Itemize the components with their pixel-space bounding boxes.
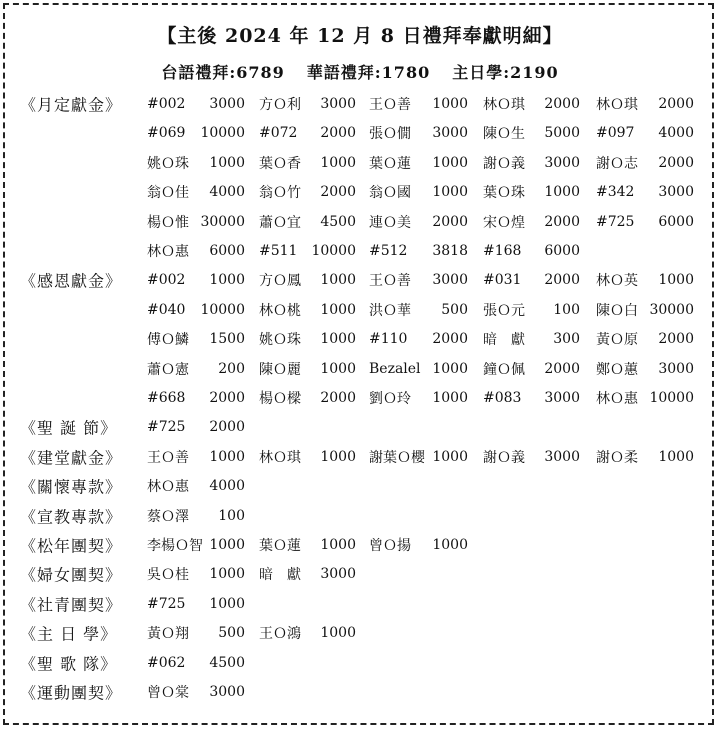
donor-name: 劉Ｏ玲 xyxy=(369,391,411,407)
donation-amount: 1000 xyxy=(320,301,356,318)
donor-name: 林Ｏ惠 xyxy=(147,244,189,260)
donor-name: #725 xyxy=(596,213,635,230)
donation-amount: 1000 xyxy=(209,595,245,612)
donor-name: #002 xyxy=(147,96,186,112)
donor-name: 張Ｏ僩 xyxy=(369,126,411,143)
category-label: 《主 日 學》 xyxy=(20,624,118,644)
donor-name: 李楊Ｏ智 xyxy=(147,538,203,554)
donor-name: 方Ｏ利 xyxy=(259,97,301,113)
donor-name: #725 xyxy=(147,595,186,612)
donor-name: 鐘Ｏ佩 xyxy=(483,361,525,378)
category-label: 《運動團契》 xyxy=(20,683,123,703)
category-label: 《感恩獻金》 xyxy=(20,271,123,291)
donor-name: 林Ｏ惠 xyxy=(596,391,638,407)
donation-amount: 2000 xyxy=(544,360,580,377)
donation-amount: 3000 xyxy=(658,360,694,377)
donor-name: 林Ｏ琪 xyxy=(596,97,638,113)
donation-amount: 1000 xyxy=(320,625,356,642)
donor-name: 陳Ｏ麗 xyxy=(259,361,301,378)
donation-amount: 1000 xyxy=(320,154,356,171)
donation-amount: 1000 xyxy=(544,184,580,201)
donor-name: 林Ｏ英 xyxy=(596,273,638,290)
donor-name: Bezalel xyxy=(369,360,421,377)
attendance-item: 華語禮拜:1780 xyxy=(306,63,431,82)
donor-name: 葉Ｏ蓮 xyxy=(259,538,301,554)
donation-amount: 3818 xyxy=(432,243,468,259)
donor-name: 林Ｏ桃 xyxy=(259,302,301,319)
donor-name: #725 xyxy=(147,419,186,436)
donation-amount: 4500 xyxy=(209,654,245,671)
donation-amount: 1000 xyxy=(432,360,468,377)
donation-amount: 30000 xyxy=(649,301,694,318)
donor-name: 洪Ｏ華 xyxy=(369,302,411,319)
donation-amount: 10000 xyxy=(311,243,356,259)
category-label: 《聖 誕 節》 xyxy=(20,418,118,438)
donor-name: #512 xyxy=(369,243,408,259)
donor-name: #040 xyxy=(147,301,186,318)
donation-amount: 2000 xyxy=(432,213,468,230)
donation-amount: 1000 xyxy=(320,448,356,465)
donation-amount: 2000 xyxy=(658,96,694,112)
donation-amount: 6000 xyxy=(209,243,245,259)
donation-amount: 3000 xyxy=(432,272,468,289)
donor-name: 翁Ｏ竹 xyxy=(259,185,301,202)
donor-name: #168 xyxy=(483,243,522,259)
donor-name: 謝Ｏ柔 xyxy=(596,449,638,466)
donor-name: 王Ｏ善 xyxy=(369,273,411,290)
donor-name: #668 xyxy=(147,390,186,406)
donation-amount: 1000 xyxy=(320,331,356,348)
donor-name: 林Ｏ惠 xyxy=(147,479,189,496)
attendance-item: 台語禮拜:6789 xyxy=(161,63,285,82)
donor-name: 蕭Ｏ憲 xyxy=(147,361,189,378)
donor-name: 葉Ｏ香 xyxy=(259,155,301,172)
donor-name: 林Ｏ琪 xyxy=(483,97,525,113)
donation-amount: 30000 xyxy=(200,213,245,230)
donation-amount: 1000 xyxy=(209,537,245,553)
donor-name: 陳Ｏ生 xyxy=(483,126,525,143)
category-label: 《關懷專款》 xyxy=(20,477,123,497)
donation-amount: 1000 xyxy=(209,154,245,171)
donor-name: #097 xyxy=(596,125,635,142)
attendance-summary xyxy=(0,60,720,83)
donation-amount: 4500 xyxy=(320,213,356,230)
donor-name: 葉Ｏ珠 xyxy=(483,185,525,202)
donation-amount: 3000 xyxy=(320,566,356,583)
donor-name: 謝Ｏ志 xyxy=(596,155,638,172)
donor-name: 王Ｏ善 xyxy=(369,97,411,113)
donation-amount: 1000 xyxy=(432,537,468,553)
donor-name: #083 xyxy=(483,390,522,406)
donor-name: 楊Ｏ樑 xyxy=(259,391,301,407)
donor-name: 林Ｏ琪 xyxy=(259,449,301,466)
donor-name: #342 xyxy=(596,184,635,201)
category-label: 《月定獻金》 xyxy=(20,95,123,115)
donor-name: 姚Ｏ珠 xyxy=(259,332,301,349)
donation-amount: 3000 xyxy=(544,154,580,171)
donation-amount: 2000 xyxy=(320,184,356,201)
donation-amount: 10000 xyxy=(200,301,245,318)
donation-amount: 5000 xyxy=(544,125,580,142)
donor-name: #002 xyxy=(147,272,186,289)
donation-amount: 3000 xyxy=(320,96,356,112)
donor-name: 黃Ｏ原 xyxy=(596,332,638,349)
donation-amount: 2000 xyxy=(544,272,580,289)
donation-amount: 10000 xyxy=(200,125,245,142)
donation-amount: 100 xyxy=(218,507,245,524)
donor-name: 張Ｏ元 xyxy=(483,302,525,319)
donation-amount: 2000 xyxy=(209,390,245,406)
donor-name: #069 xyxy=(147,125,186,142)
category-label: 《婦女團契》 xyxy=(20,565,123,585)
donor-name: 翁Ｏ國 xyxy=(369,185,411,202)
donor-name: 謝Ｏ義 xyxy=(483,155,525,172)
donation-amount: 500 xyxy=(441,301,468,318)
donation-amount: 1000 xyxy=(432,184,468,201)
donation-amount: 10000 xyxy=(649,390,694,406)
donor-name: 曾Ｏ揚 xyxy=(369,538,411,554)
donor-name: 翁Ｏ佳 xyxy=(147,185,189,202)
donor-name: 鄭Ｏ蕙 xyxy=(596,361,638,378)
donor-name: 吳Ｏ桂 xyxy=(147,567,189,584)
donor-name: 暗 獻 xyxy=(483,332,525,349)
donation-amount: 300 xyxy=(553,331,580,348)
category-label: 《社青團契》 xyxy=(20,595,123,615)
donation-amount: 6000 xyxy=(544,243,580,259)
donation-amount: 1000 xyxy=(432,390,468,406)
donor-name: #031 xyxy=(483,272,522,289)
donor-name: 蕭Ｏ宜 xyxy=(259,214,301,231)
donation-amount: 1000 xyxy=(320,537,356,553)
donor-name: 宋Ｏ煌 xyxy=(483,214,525,231)
donation-amount: 100 xyxy=(553,301,580,318)
donation-amount: 2000 xyxy=(320,390,356,406)
attendance-item: 主日學:2190 xyxy=(452,63,559,82)
donor-name: 暗 獻 xyxy=(259,567,301,584)
donation-amount: 1000 xyxy=(658,448,694,465)
donation-amount: 1000 xyxy=(209,566,245,583)
donor-name: #072 xyxy=(259,125,298,142)
donor-name: #511 xyxy=(259,243,298,259)
donation-amount: 2000 xyxy=(209,419,245,436)
donation-amount: 3000 xyxy=(544,448,580,465)
donor-name: 連Ｏ美 xyxy=(369,214,411,231)
donation-amount: 2000 xyxy=(658,331,694,348)
donor-name: 蔡Ｏ澤 xyxy=(147,508,189,525)
category-label: 《聖 歌 隊》 xyxy=(20,654,118,674)
donation-amount: 4000 xyxy=(209,478,245,495)
category-label: 《建堂獻金》 xyxy=(20,448,123,468)
donation-amount: 3000 xyxy=(432,125,468,142)
donor-name: 葉Ｏ蓮 xyxy=(369,155,411,172)
donation-amount: 1000 xyxy=(209,448,245,465)
donor-name: 陳Ｏ白 xyxy=(596,302,638,319)
donation-amount: 1000 xyxy=(432,448,468,465)
donation-amount: 3000 xyxy=(658,184,694,201)
donation-amount: 2000 xyxy=(544,96,580,112)
page-title: 【主後 2024 年 12 月 8 日禮拜奉獻明細】 xyxy=(157,25,563,47)
category-label: 《松年團契》 xyxy=(20,536,123,556)
donation-amount: 3000 xyxy=(209,96,245,112)
donation-amount: 2000 xyxy=(320,125,356,142)
donation-amount: 1000 xyxy=(658,272,694,289)
donation-amount: 3000 xyxy=(544,390,580,406)
donor-name: 王Ｏ鴻 xyxy=(259,626,301,643)
donation-amount: 2000 xyxy=(544,213,580,230)
donor-name: 曾Ｏ棠 xyxy=(147,685,189,701)
donation-amount: 4000 xyxy=(658,125,694,142)
donation-amount: 6000 xyxy=(658,213,694,230)
donor-name: 姚Ｏ珠 xyxy=(147,155,189,172)
donor-name: 傅Ｏ鱗 xyxy=(147,332,189,349)
donor-name: 黃Ｏ翔 xyxy=(147,626,189,643)
donation-amount: 1000 xyxy=(320,272,356,289)
donation-amount: 3000 xyxy=(209,684,245,700)
donation-amount: 500 xyxy=(218,625,245,642)
donation-amount: 1000 xyxy=(432,154,468,171)
donation-amount: 4000 xyxy=(209,184,245,201)
donation-amount: 200 xyxy=(218,360,245,377)
donation-amount: 1000 xyxy=(320,360,356,377)
donor-name: 楊Ｏ惟 xyxy=(147,214,189,231)
donor-name: 方Ｏ鳳 xyxy=(259,273,301,290)
donation-amount: 1000 xyxy=(432,96,468,112)
donor-name: #062 xyxy=(147,654,186,671)
donation-amount: 1000 xyxy=(209,272,245,289)
donor-name: 王Ｏ善 xyxy=(147,449,189,466)
donation-amount: 2000 xyxy=(658,154,694,171)
donor-name: 謝Ｏ義 xyxy=(483,449,525,466)
donation-amount: 1500 xyxy=(209,331,245,348)
donation-amount: 2000 xyxy=(432,331,468,348)
donor-name: 謝葉Ｏ櫻 xyxy=(369,449,425,466)
donor-name: #110 xyxy=(369,331,408,348)
category-label: 《宣教專款》 xyxy=(20,507,123,527)
